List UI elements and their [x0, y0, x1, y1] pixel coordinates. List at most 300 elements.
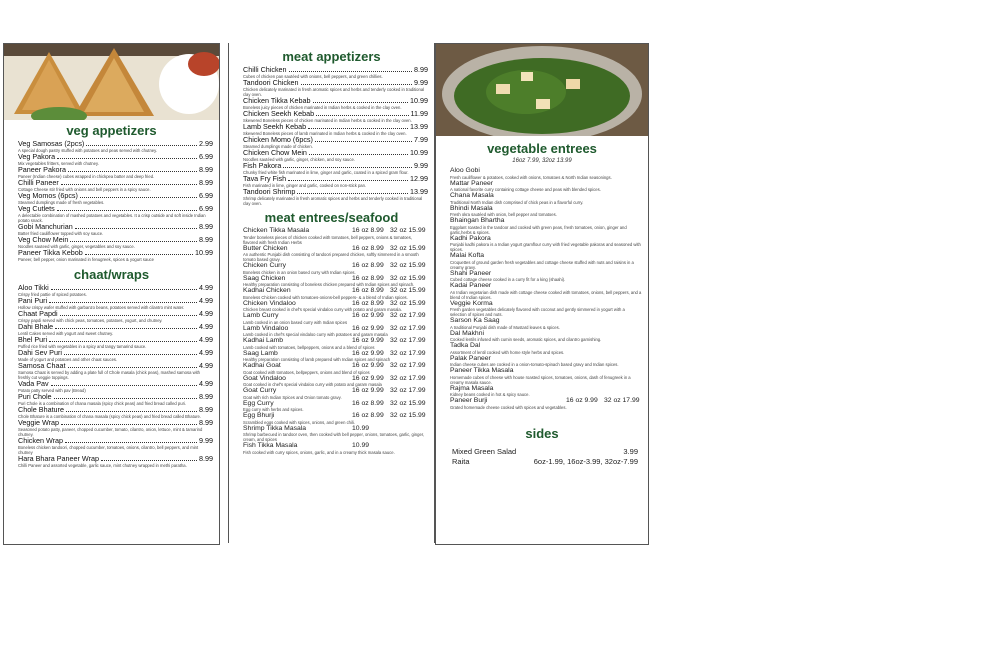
menu-item — [229, 362, 434, 375]
menu-item-description: Cubed cottage cheese cooked in a curry fit for a king (shaahi). — [450, 277, 566, 282]
menu-item — [229, 188, 434, 206]
side-item — [436, 457, 648, 467]
menu-item-price: 6.99 — [199, 152, 213, 161]
menu-item-price-16oz: 16 oz 8.99 — [352, 262, 384, 269]
dotted-leader — [51, 289, 197, 290]
menu-item — [229, 275, 434, 288]
menu-item-description: Steamed dumplings made of chicken. — [243, 144, 313, 149]
menu-item-row — [243, 123, 428, 131]
menu-item-row — [18, 323, 213, 331]
menu-item — [229, 425, 434, 443]
chaat-wraps-title: chaat/wraps — [73, 267, 150, 282]
menu-item-description: Shrimp barbecued in tandoor oven, then cooked with bell pepper, onions, tomatoes, garlic, ginger, cream, and spices — [243, 432, 425, 442]
menu-item-price-32oz: 32 oz 17.99 — [604, 397, 640, 404]
veg-appetizers-list — [4, 140, 219, 262]
menu-item — [436, 355, 648, 368]
menu-item-name: Kadhi Pakora — [450, 234, 491, 242]
menu-item-description: Eggplant roasted in the tandoor and cooked with green peas, fresh tomatoes, onion, ginger and garlic,herbs & spices. — [450, 224, 627, 235]
menu-item-name: Tadka Dal — [450, 342, 481, 349]
menu-item-price-32oz: 32 oz 15.99 — [390, 299, 426, 307]
menu-item-row — [243, 79, 428, 87]
dotted-leader — [309, 154, 408, 155]
side-item-price: 6oz-1.99, 16oz-3.99, 32oz-7.99 — [533, 456, 638, 466]
menu-item-row — [450, 317, 642, 325]
menu-item-price: 8.99 — [199, 454, 213, 463]
menu-item-description: Made of yogurt and potatoes and other chaat sauces. — [18, 357, 118, 362]
palak-paneer-image — [436, 44, 648, 136]
menu-item-row — [18, 310, 213, 318]
menu-item-price: 8.99 — [199, 222, 213, 231]
menu-item-description: Fish cooked with curry spices, onions, garlic, and in a creamy thick masala sauce. — [243, 449, 395, 455]
menu-item — [229, 312, 434, 325]
menu-item-description: An authentic Punjabi dish consisting of tandoori prepared chicken, softly simmered in a smooth tomato based gravy. — [243, 252, 419, 262]
meat-appetizers-title: meat appetizers — [282, 49, 381, 64]
menu-item-price-32oz: 32 oz 15.99 — [390, 412, 426, 419]
menu-item-row — [243, 245, 428, 253]
side-item-name: Mixed Green Salad — [452, 446, 517, 456]
menu-item — [229, 375, 434, 388]
menu-item-row — [243, 387, 428, 395]
menu-item-row — [243, 375, 428, 383]
menu-item — [436, 205, 648, 218]
menu-item-price: 8.99 — [199, 405, 213, 414]
menu-item-name: Veg Momos (6pcs) — [18, 191, 78, 200]
menu-item-row — [450, 342, 642, 350]
veg-entrees-pricing: 16oz 7.99, 32oz 13.99 — [512, 158, 572, 164]
menu-item-description: A traditional Punjabi dish made of Mustard leaves & spices. — [450, 324, 560, 330]
menu-item-row — [18, 205, 213, 213]
dotted-leader — [61, 184, 197, 185]
menu-item-price-16oz: 16 oz 8.99 — [352, 274, 384, 282]
menu-item-name: Palak Paneer — [450, 354, 491, 362]
menu-item-row — [18, 336, 213, 344]
dotted-leader — [80, 197, 197, 198]
dotted-leader — [289, 71, 412, 72]
menu-item-name: Sarson Ka Saag — [450, 317, 500, 324]
menu-item-row — [450, 300, 642, 308]
menu-item — [436, 282, 648, 300]
dotted-leader — [283, 167, 412, 168]
menu-item-name: Egg Bhurji — [243, 412, 275, 419]
menu-item — [229, 245, 434, 263]
menu-item — [229, 79, 434, 97]
menu-item-row — [18, 236, 213, 244]
menu-item-price-32oz: 32 oz 15.99 — [390, 244, 426, 252]
menu-item-price: 10.99 — [195, 248, 213, 257]
dotted-leader — [51, 385, 197, 386]
menu-item-price: 4.99 — [199, 379, 213, 388]
menu-item-description: Noodles sauteed with garlic, ginger, vegetables and soy sauce. — [18, 244, 135, 249]
dotted-leader — [308, 128, 408, 129]
menu-item — [229, 325, 434, 338]
menu-item-price: 11.99 — [410, 109, 428, 118]
menu-item-price-16oz: 16 oz 8.99 — [352, 299, 384, 307]
menu-item-description: Boneless juicy pieces of chicken marinated in Indian herbs & cooked in the clay oven. — [243, 105, 402, 110]
menu-item-description: An Indian vegetarian dish made with cottage cheese cooked with tomatoes, onions, bell peppers, and a blend of Indian spices. — [450, 289, 642, 300]
menu-item-name: Chole Bhature — [18, 405, 64, 414]
menu-item-name: Gobi Manchurian — [18, 222, 73, 231]
dotted-leader — [297, 193, 408, 194]
menu-item-row — [243, 442, 428, 450]
menu-item — [229, 227, 434, 245]
menu-item-row — [243, 300, 428, 308]
menu-item-description: Steamed dumplings made of fresh vegetables. — [18, 200, 105, 205]
menu-item-description: Chilli Paneer and assorted vegetable, garlic sauce, mint chutney wrapped in methi paratha. — [18, 463, 187, 468]
menu-item-name: Chicken Tikka Masala — [243, 227, 310, 234]
menu-item — [229, 387, 434, 400]
menu-item-name: Veggie Korma — [450, 299, 493, 307]
menu-item-price-32oz — [390, 425, 428, 433]
menu-item-name: Fish Pakora — [243, 161, 282, 170]
menu-item-price: 4.99 — [199, 309, 213, 318]
menu-item-row — [18, 362, 213, 370]
menu-item-price-16oz: 16 oz 9.99 — [352, 349, 384, 357]
menu-item-name: Hara Bhara Paneer Wrap — [18, 454, 99, 463]
menu-item-description: Chole Bhature is a combination of chana masala (spicy chick peas) and fried bread called Bhature. — [18, 414, 201, 419]
menu-item-name: Chaat Papdi — [18, 309, 58, 318]
menu-item-row — [243, 262, 428, 270]
menu-item-row — [18, 455, 213, 463]
menu-item — [4, 437, 219, 455]
menu-item-price-16oz: 16 oz 8.99 — [352, 244, 384, 252]
menu-item-price: 10.99 — [410, 148, 428, 157]
menu-item-price: 9.99 — [199, 436, 213, 445]
samosa-photo — [4, 44, 219, 120]
menu-item-price-32oz: 32 oz 15.99 — [390, 399, 426, 407]
menu-item-row — [243, 312, 428, 320]
menu-item-price: 4.99 — [199, 296, 213, 305]
menu-item-row — [18, 140, 213, 148]
menu-item-row — [243, 227, 428, 235]
menu-item — [436, 385, 648, 398]
menu-item-description: Lamb cooked in an onion based curry with Indian spices — [243, 319, 348, 325]
menu-item-price: 9.99 — [414, 78, 428, 87]
menu-item — [436, 252, 648, 270]
menu-item-name: Rajma Masala — [450, 384, 494, 392]
menu-item — [436, 270, 648, 283]
menu-item-price: 8.99 — [199, 165, 213, 174]
menu-item-name: Lamb Vindaloo — [243, 324, 289, 332]
menu-item-name: Veg Cutlets — [18, 204, 55, 213]
menu-item-description: Boneless chicken in an onion based curry with Indian spices. — [243, 269, 356, 275]
menu-item-price: 10.99 — [410, 96, 428, 105]
menu-item-description: Skewered Boneless pieces of chicken marinated in Indian herbs & cooked in the clay oven. — [243, 118, 412, 123]
menu-item-row — [450, 167, 642, 175]
dotted-leader — [54, 398, 197, 399]
menu-item-row — [243, 175, 428, 183]
menu-item-description: Batter fried cauliflower topped with soy sauce. — [18, 231, 104, 236]
menu-item-description: Puffed rice fried with vegetables in a spicy and tangy tamarind sauce. — [18, 344, 147, 349]
menu-item — [229, 300, 434, 313]
veg-appetizers-title: veg appetizers — [66, 123, 157, 138]
menu-item-row — [243, 66, 428, 74]
menu-item — [229, 442, 434, 455]
menu-item-row — [243, 337, 428, 345]
menu-item-price: 4.99 — [199, 283, 213, 292]
menu-item-price-32oz: 32 oz 15.99 — [390, 262, 426, 269]
menu-item-name: Kadhai Goat — [243, 362, 281, 369]
dotted-leader — [301, 84, 412, 85]
menu-item-description: Fresh cauliflower & potatoes, cooked with onions, tomatoes & North Indian seasonings. — [450, 174, 612, 180]
menu-item-name: Paneer Tikka Masala — [450, 367, 514, 374]
menu-item-description: Potato patty served with pav (Bread) — [18, 388, 86, 393]
menu-item-row — [450, 252, 642, 260]
menu-item-row — [18, 223, 213, 231]
chaat-wraps-list — [4, 284, 219, 468]
menu-item — [4, 205, 219, 223]
menu-item — [4, 455, 219, 468]
veg-entrees-title: vegetable entrees — [487, 141, 597, 156]
menu-item-description: Scrambled eggs cooked with spices, onions, and green chili. — [243, 419, 355, 425]
menu-item-description: Croquettes of ground garden fresh vegetables and cottage cheese stuffed with nuts and raisins in a creamy gravy. — [450, 259, 634, 270]
menu-item — [229, 400, 434, 413]
meat-appetizers-list — [229, 66, 434, 206]
menu-item-row — [18, 179, 213, 187]
menu-item — [436, 217, 648, 235]
menu-item-row — [18, 153, 213, 161]
menu-item-name: Chicken Curry — [243, 262, 287, 269]
menu-item-name: Paneer Burji — [450, 397, 488, 404]
menu-item — [436, 397, 648, 410]
menu-item-row — [450, 217, 642, 225]
menu-item-name: Chicken Wrap — [18, 436, 64, 445]
menu-item-name: Aloo Tikki — [18, 283, 49, 292]
sides-title: sides — [525, 425, 559, 441]
menu-item-price-16oz: 10.99 — [352, 424, 370, 432]
menu-item-description: Indian cheese cubes are cooked in a onion-tomato-spinach based gravy and Indian spices. — [450, 362, 619, 367]
menu-item-description: Tender boneless pieces of chicken cooked with tomatoes, bell peppers, onions & tomatoes, flavored with fresh Indian Herbs — [243, 234, 412, 245]
menu-item — [436, 342, 648, 355]
menu-item-row — [243, 425, 428, 433]
menu-item-description: Noodles sautéed with garlic, ginger, chicken, and soy sauce. — [243, 157, 355, 162]
menu-item-price-32oz: 32 oz 17.99 — [390, 337, 426, 344]
dotted-leader — [64, 354, 197, 355]
menu-item-name: Malai Kofta — [450, 252, 485, 259]
menu-item — [4, 362, 219, 380]
dotted-leader — [55, 328, 197, 329]
menu-item-price-32oz: 32 oz 15.99 — [390, 274, 426, 282]
menu-item-description: Cubes of chicken pan sautéed with onions, bell peppers, and green chillies. — [243, 74, 383, 79]
menu-item-name: Goat Curry — [243, 387, 277, 394]
menu-item-description: Skewered Boneless pieces of lamb marinated in Indian herbs & cooked in the clay oven. — [243, 131, 407, 136]
menu-item-price-16oz: 16 oz 9.99 — [566, 397, 598, 404]
menu-item-price-32oz: 32 oz 17.99 — [390, 362, 426, 369]
menu-item-row — [18, 297, 213, 305]
menu-item-price: 2.99 — [199, 139, 213, 148]
menu-item-name: Shrimp Tikka Masala — [243, 424, 307, 432]
menu-item-name: Bhindi Masala — [450, 204, 493, 212]
menu-item-price-16oz: 16 oz 8.99 — [352, 412, 384, 419]
menu-item-description: Puri Chole is a combination of chana masala (spicy chick peas) and fried bread called puri. — [18, 401, 187, 406]
dotted-leader — [288, 180, 408, 181]
menu-item-row — [18, 406, 213, 414]
menu-item — [229, 287, 434, 300]
menu-item — [229, 337, 434, 350]
menu-item-description: Goat with rich Indian Spices and Onion tomato gravy. — [243, 394, 342, 400]
dotted-leader — [313, 102, 408, 103]
menu-item-price-16oz: 16 oz 8.99 — [352, 227, 384, 234]
dotted-leader — [68, 367, 197, 368]
curry-photo — [436, 44, 648, 136]
menu-item-price-32oz: 32 oz 17.99 — [390, 374, 426, 382]
menu-item-row — [243, 188, 428, 196]
menu-item-name: Dal Makhni — [450, 329, 484, 337]
menu-item-name: Samosa Chaat — [18, 361, 66, 370]
menu-item-description: Cooked lentils infused with cumin seeds, aromatic spices, and cilantro garnishing. — [450, 337, 602, 342]
menu-item-description: Chunky fried white fish marinated in lime, ginger and garlic, coated in a spiced gram flour. — [243, 170, 409, 175]
side-item-price: 3.99 — [623, 446, 638, 456]
menu-item-description: Fresh garden vegetables delicately flavored with coconut and gently simmered in yogurt with a selection of spices and nuts. — [450, 307, 625, 317]
menu-item-name: Kadai Paneer — [450, 282, 492, 289]
veg-entrees-list — [436, 167, 648, 410]
dotted-leader — [66, 411, 197, 412]
menu-item-name: Mattar Paneer — [450, 179, 494, 187]
menu-item-row — [450, 330, 642, 338]
side-item-name: Raita — [452, 456, 470, 466]
menu-item-name: Bhaingan Bhartha — [450, 217, 505, 224]
menu-item-description: Goat cooked with tomatoes, bellpeppers, onions and blend of spices — [243, 369, 370, 375]
menu-item-name: Goat Vindaloo — [243, 374, 286, 382]
menu-item-row — [450, 355, 642, 363]
menu-item-description: Seasoned potato patty, paneer, chopped cucumber, tomato, cilantro, onion, lettuce, mint & tamarind chutney. — [18, 427, 203, 437]
menu-item-name: Veg Samosas (2pcs) — [18, 139, 85, 148]
menu-item-name: Veggie Wrap — [18, 418, 60, 427]
dotted-leader — [60, 315, 197, 316]
menu-item-name: Butter Chicken — [243, 244, 288, 252]
menu-item-price-32oz: 32 oz 15.99 — [390, 227, 426, 234]
menu-item-name: Bhel Puri — [18, 335, 48, 344]
menu-item-name: Veg Pakora — [18, 152, 56, 161]
menu-item-row — [243, 325, 428, 333]
menu-item-price-32oz — [390, 442, 428, 450]
menu-item-description: A delectable combination of mashed potatoes and vegetables. It a crisp outside and soft inside Indian potato snack. — [18, 213, 206, 223]
menu-item-price: 13.99 — [410, 122, 428, 131]
menu-item-description: Boneless chicken tandoori, chopped cucumber, tomatoes, onions, cilantro, bell peppers, and mint chutney — [18, 445, 199, 455]
menu-item — [436, 367, 648, 385]
menu-item-row — [243, 412, 428, 420]
menu-item-price: 4.99 — [199, 361, 213, 370]
menu-item-row — [450, 270, 642, 278]
dotted-leader — [70, 241, 197, 242]
menu-item-price: 4.99 — [199, 335, 213, 344]
menu-item-description: Chicken delicately marinated in fresh aromatic spices and herbs and tenderly cooked in traditional clay oven. — [243, 87, 425, 97]
menu-item-row — [450, 367, 642, 375]
menu-item — [436, 330, 648, 343]
menu-panel-veg-appetizers-chaat — [3, 43, 220, 545]
menu-item-description: Chicken breast cooked in chef's special vindaloo curry with potato and garam masala. — [243, 307, 402, 312]
menu-item-price-16oz: 16 oz 9.99 — [352, 362, 384, 369]
menu-item-price: 8.99 — [199, 392, 213, 401]
menu-item-row — [450, 235, 642, 243]
menu-item-name: Dahi Sev Puri — [18, 348, 62, 357]
dotted-leader — [86, 145, 197, 146]
menu-item-row — [18, 419, 213, 427]
menu-item-description: Hollow crispy wafer stuffed with garbanzo beans, potatoes served with cilantro mint water. — [18, 305, 185, 310]
menu-item-price-32oz: 32 oz 17.99 — [390, 387, 426, 394]
menu-item-price: 7.99 — [414, 135, 428, 144]
meat-entrees-title: meat entrees/seafood — [264, 210, 399, 225]
menu-item-price-16oz: 10.99 — [352, 442, 370, 449]
menu-item-price: 6.99 — [199, 204, 213, 213]
menu-item-row — [243, 400, 428, 408]
menu-item-row — [18, 249, 213, 257]
menu-item — [436, 167, 648, 180]
menu-item-row — [450, 192, 642, 200]
menu-item-description: Assortment of lentil cooked with home style herbs and spices. — [450, 349, 565, 355]
menu-item — [229, 350, 434, 363]
dotted-leader — [315, 141, 412, 142]
menu-item-description: Cottage Cheese stir fried with onions and bell peppers in a spicy sauce. — [18, 187, 151, 192]
menu-item-row — [18, 437, 213, 445]
menu-item-price: 8.99 — [199, 178, 213, 187]
menu-item-name: Veg Chow Mein — [18, 235, 69, 244]
dotted-leader — [49, 302, 197, 303]
menu-item-row — [243, 287, 428, 295]
dotted-leader — [57, 210, 197, 211]
menu-item-description: Egg curry with herbs and spices. — [243, 407, 304, 412]
menu-item-name: Chicken Chow Mein — [243, 148, 307, 157]
menu-item-price: 13.99 — [410, 187, 428, 196]
menu-item-description: Boneless Chicken cooked with tomatoes-onions-bell peppers- & a blend of Indian spices. — [243, 294, 408, 300]
dotted-leader — [61, 424, 197, 425]
menu-item-row — [243, 110, 428, 118]
menu-item-price-32oz: 32 oz 17.99 — [390, 312, 426, 319]
menu-item-name: Paneer Tikka Kebob — [18, 248, 83, 257]
menu-item-name: Saag Chicken — [243, 274, 286, 282]
menu-item-description: A special dough pastry stuffed with potatoes and peas served with chutney. — [18, 148, 158, 153]
menu-item-price: 4.99 — [199, 322, 213, 331]
menu-item-description: Healthy preparation consisting of lamb prepared with Indian spices and spinach — [243, 357, 391, 362]
menu-item-description: Lamb cooked with tomatoes, bellpeppers, onions and a blend of spices — [243, 344, 375, 350]
menu-item-description: Shrimp delicately marinated in fresh aromatic spices and herbs and tenderly cooked in traditional clay oven. — [243, 196, 423, 206]
menu-item-row — [450, 180, 642, 188]
menu-item — [436, 192, 648, 205]
menu-item-price-32oz: 32 oz 17.99 — [390, 324, 426, 332]
menu-item-description: Homemade cubes of cheese with house roasted spices, tomatoes, onions, dash of fenugreek in a creamy masala sauce. — [450, 374, 631, 385]
menu-item-description: Paneer, bell pepper, onion marinated in fenugreek, spices & yogurt sauce — [18, 257, 154, 262]
menu-item-name: Lamb Curry — [243, 312, 279, 319]
menu-item-price-16oz: 16 oz 9.99 — [352, 324, 384, 332]
menu-item-name: Tandoori Chicken — [243, 78, 299, 87]
menu-item-name: Chicken Vindaloo — [243, 299, 296, 307]
menu-item-price-32oz: 32 oz 15.99 — [390, 287, 426, 294]
dotted-leader — [75, 228, 197, 229]
dotted-leader — [316, 115, 408, 116]
dotted-leader — [85, 254, 193, 255]
menu-item-row — [243, 149, 428, 157]
menu-item-description: Lentil Cakes served with yogurt and sweet chutney. — [18, 331, 114, 336]
menu-item-name: Chilli Chicken — [243, 65, 287, 74]
menu-item-description: Lamb cooked in chef's special vindaloo curry with potatoes and garam masala — [243, 332, 388, 337]
menu-item-name: Pani Puri — [18, 296, 48, 305]
menu-item-price: 8.99 — [414, 65, 428, 74]
menu-item-price: 6.99 — [199, 191, 213, 200]
menu-item — [436, 180, 648, 193]
menu-item-name: Egg Curry — [243, 399, 274, 407]
menu-item-row — [243, 136, 428, 144]
menu-item-price: 4.99 — [199, 348, 213, 357]
menu-item-description: Healthy preparation consisting of boneless chicken prepared with Indian spices and spinach. — [243, 282, 415, 287]
menu-panel-meat — [228, 43, 435, 543]
menu-item-description: Crispy papdi served with chick peas, tomatoes, potatoes, yogurt, and chutney. — [18, 318, 163, 323]
menu-item-name: Paneer Pakora — [18, 165, 66, 174]
meat-entrees-list — [229, 227, 434, 455]
menu-item-name: Vada Pav — [18, 379, 49, 388]
menu-item-name: Kadhai Chicken — [243, 287, 291, 294]
menu-item-row — [243, 275, 428, 283]
menu-item-name: Chicken Seekh Kebab — [243, 109, 315, 118]
menu-item — [436, 235, 648, 253]
